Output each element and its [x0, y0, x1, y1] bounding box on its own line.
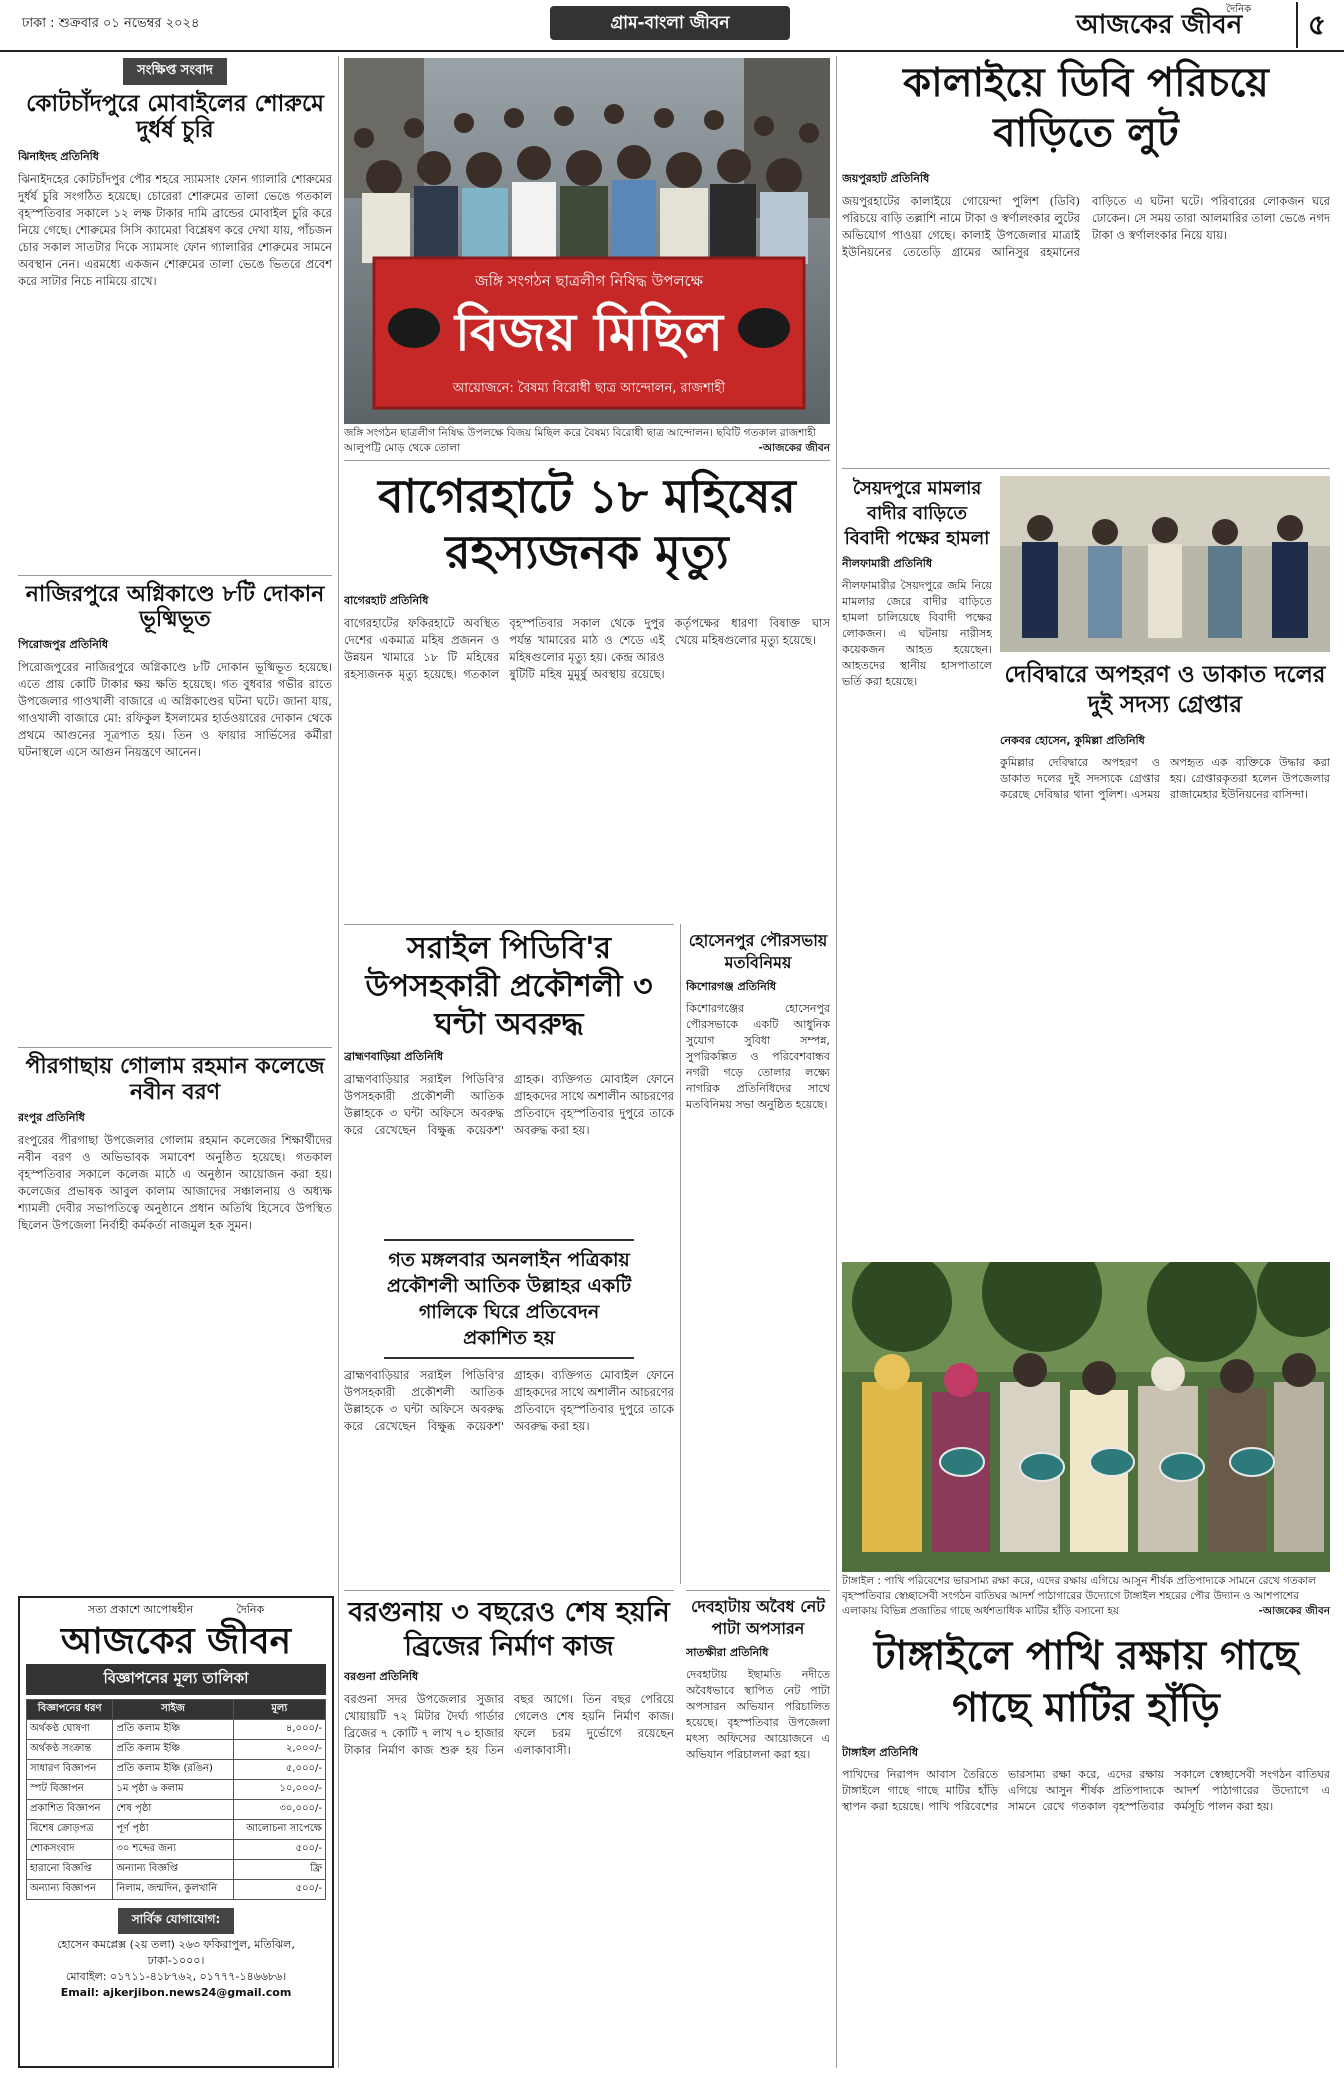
issue-date: ঢাকা : শুক্রবার ০১ নভেম্বর ২০২৪	[22, 16, 200, 31]
table-row: সাধারণ বিজ্ঞাপন প্রতি কলাম ইঞ্চি (রঙিন) ৫,০০০/-	[27, 1760, 326, 1780]
story-headline: নাজিরপুরে অগ্নিকাণ্ডে ৮টি দোকান ভূষ্মিভূত	[25, 581, 325, 633]
story-byline: কিশোরগঞ্জ প্রতিনিধি	[686, 980, 777, 993]
hossenpur-story	[686, 930, 830, 1580]
table-row: অর্থকণ্ঠ ঘোষণা প্রতি কলাম ইঞ্চি ৪,০০০/-	[27, 1720, 326, 1740]
story-byline: রংপুর প্রতিনিধি	[18, 1111, 85, 1125]
ad-price-table	[26, 1699, 326, 1900]
story-byline: জয়পুরহাট প্রতিনিধি	[842, 172, 930, 185]
ad-contact-title: সার্বিক যোগাযোগ:	[118, 1908, 235, 1934]
tangail-photo-image	[842, 1262, 1330, 1572]
photo-caption: জঙ্গি সংগঠন ছাত্রলীগ নিষিদ্ধ উপলক্ষে বিজয় মিছিল করে বৈষম্য বিরোধী ছাত্র আন্দোলন। ছবিটি গতকাল রাজশাহী আলুপট্টি মোড় থেকে তোলা	[344, 427, 816, 454]
story-body: কিশোরগঞ্জের হোসেনপুর পৌরসভাকে একটি আধুনিক সুযোগ সুবিধা সম্পন্ন, সুপরিকল্পিত ও পরিবেশবান্ধব নগরী গড়ে তোলার লক্ষ্যে নাগরিক প্রতিনিধিদের সাথে মতবিনিময় সভা অনুষ্ঠিত হয়েছে।	[686, 1002, 830, 1111]
ad-logo: আজকের জীবন	[60, 1621, 292, 1662]
section-tag: সংক্ষিপ্ত সংবাদ	[123, 58, 227, 85]
ad-slogan: সত্য প্রকাশে আপোষহীন	[87, 1603, 194, 1616]
story-body: জয়পুরহাটের কালাইয়ে গোয়েন্দা পুলিশ (ডিবি) পরিচয়ে বাড়ি তল্লাশি নামে টাকা ও স্বর্ণালংকার লুটের অভিযোগ পাওয়া গেছে। কালাই উপজেলার মাত্রাই ইউনিয়নের তেতেড়ি গ্রামের আনিসুর রহমানের বাড়িতে এ ঘটনা ঘটে। পরিবারের লোকজন ঘরে ঢোকেন। সে সময় তারা আলমারির তালা ভেঙে নগদ টাকা ও স্বর্ণালংকার নিয়ে যায়।	[842, 194, 1330, 259]
sarail-story	[344, 930, 674, 1510]
story-headline: পীরগাছায় গোলাম রহমান কলেজে নবীন বরণ	[25, 1054, 325, 1105]
tangail-headline: টাঙ্গাইলে পাখি রক্ষায় গাছে গাছে মাটির হাঁড়ি	[873, 1633, 1299, 1731]
table-row: বিশেষ ক্রোড়পত্র পূর্ণ পৃষ্ঠা আলোচনা সাপেক্ষে	[27, 1820, 326, 1840]
sarail-pullquote: গত মঙ্গলবার অনলাইন পত্রিকায় প্রকৌশলী আতিক উল্লাহর একটি গালিকে ঘিরে প্রতিবেদন প্রকাশিত হয়	[386, 1249, 632, 1349]
arrest-photo	[1000, 476, 1330, 652]
left-column	[18, 58, 332, 1588]
story-body: পাখিদের নিরাপদ আবাস তৈরিতে টাঙ্গাইলে গাছে গাছে মাটির হাঁড়ি স্থাপন করা হয়েছে। পাখি পরিবেশের ভারসাম্য রক্ষা করে, এদের রক্ষায় এগিয়ে আসুন শীর্ষক প্রতিপাদ্যকে সামনে রেখে গতকাল বৃহস্পতিবার সকালে স্বেচ্ছাসেবী সংগঠন বাতিঘর আদর্শ পাঠাগারের উদ্যোগে এ কর্মসূচি পালন করা হয়।	[842, 1768, 1330, 1813]
debhata-headline: দেবহাটায় অবৈধ নেট পাটা অপসারন	[691, 1597, 825, 1638]
story-byline: সাতক্ষীরা প্রতিনিধি	[686, 1646, 769, 1659]
table-row: অন্যান্য বিজ্ঞাপন নিলাম, জন্মদিন, কুলখানি ৫০০/-	[27, 1880, 326, 1900]
ad-email: Email: ajkerjibon.news24@gmail.com	[60, 1986, 292, 1999]
table-row: শোকসংবাদ ৩০ শব্দের জন্য ৫০০/-	[27, 1840, 326, 1860]
story-body: বাগেরহাটের ফকিরহাটে অবস্থিত দেশের একমাত্র মহিষ প্রজনন ও উন্নয়ন খামারে ১৮ টি মহিষের রহস্যজনক মৃত্যু হয়েছে। গতকাল বৃহস্পতিবার সকাল থেকে দুপুর পর্যন্ত খামারের মাঠ ও শেডে এই মহিষগুলোর মৃত্যু হয়। কেন্দ্র আরও ষুটিটি মহিষ মুমূর্ষু অবস্থায় রয়েছে। কর্তৃপক্ষের ধারণা বিষাক্ত ঘাস খেয়ে মহিষগুলোর মৃত্যু হয়েছে।	[344, 616, 830, 681]
photo-caption: টাঙ্গাইল : পাখি পরিবেশের ভারসাম্য রক্ষা করে, এদের রক্ষায় এগিয়ে আসুন শীর্ষক প্রতিপাদ্যকে সামনে রেখে গতকাল বৃহস্পতিবার স্বেচ্ছাসেবী সংগঠন বাতিঘর আদর্শ পাঠাগারের উদ্যোগে টাঙ্গাইল শহরের পৌর উদ্যান ও আশপাশের এলাকায় বিভিন্ন প্রজাতির গাছে অর্ধশতাধিক মাটির হাঁড়ি বসানো হয়	[842, 1575, 1316, 1617]
column-rule	[338, 56, 339, 2068]
photo-credit: -আজকের জীবন	[758, 442, 830, 454]
kalai-headline: কালাইয়ে ডিবি পরিচয়ে বাড়িতে লুট	[903, 60, 1269, 156]
bagerhat-headline: বাগেরহাটে ১৮ মহিষের রহস্যজনক মৃত্যু	[378, 469, 796, 579]
debidwar-story	[1000, 728, 1330, 1258]
banner-foot-text: আয়োজনে: বৈষম্য বিরোধী ছাত্র আন্দোলন, রাজশাহী	[452, 381, 726, 396]
story-byline: ব্রাহ্মণবাড়িয়া প্রতিনিধি	[344, 1050, 444, 1063]
sarail-headline: সরাইল পিডিবি'র উপসহকারী প্রকৌশলী ৩ ঘন্টা অবরুদ্ধ	[365, 931, 653, 1042]
tangail-photo	[842, 1262, 1330, 1572]
ad-rate-card	[18, 1596, 334, 2068]
masthead-daily: দৈনিক	[1226, 4, 1252, 15]
saidpur-headline: সৈয়দপুরে মামলার বাদীর বাড়িতে বিবাদী পক্ষের হামলা	[844, 478, 990, 549]
table-row: হারানো বিজ্ঞপ্তি অন্যান্য বিজ্ঞপ্তি ফ্রি	[27, 1860, 326, 1880]
story-byline: ঝিনাইদহ প্রতিনিধি	[18, 149, 99, 163]
page-header	[0, 0, 1344, 52]
bagerhat-story	[344, 588, 830, 918]
debidwar-headline: দেবিদ্বারে অপহরণ ও ডাকাত দলের দুই সদস্য গ্রেপ্তার	[1004, 662, 1326, 718]
masthead-logo: আজকের জীবন	[1076, 10, 1243, 40]
rally-photo	[344, 58, 830, 424]
banner-big-text: বিজয় মিছিল	[455, 303, 723, 363]
story-byline: নেকবর হোসেন, কুমিল্লা প্রতিনিধি	[1000, 734, 1145, 747]
story-body: কুমিল্লার দেবিদ্বারে অপহরণ ও ডাকাত দলের দুই সদস্যকে গ্রেপ্তার করেছে দেবিদ্বার থানা পুলিশ। এসময় অপহৃত এক ব্যক্তিকে উদ্ধার করা হয়। গ্রেপ্তারকৃতরা হলেন উপজেলার রাজামেহার ইউনিয়নের বাসিন্দা।	[1000, 756, 1330, 801]
story-body: রংপুরের পীরগাছা উপজেলার গোলাম রহমান কলেজের শিক্ষার্থীদের নবীন বরণ ও অভিভাবক সমাবেশ অনুষ্ঠিত হয়েছে। গতকাল বৃহস্পতিবার সকালে কলেজ মাঠে এ অনুষ্ঠান আয়োজন করা হয়। কলেজের প্রভাষক আবুল কালাম আজাদের সঞ্চালনায় ও অধ্যক্ষ শ্যামলী দেবীর সভাপতিত্বে অনুষ্ঠানে প্রধান অতিথি হিসেবে উপস্থিত ছিলেন উপজেলা নির্বাহী কর্মকর্তা নাজমুল হক সুমন।	[18, 1133, 332, 1233]
column-rule	[836, 56, 837, 2068]
story-headline: কোটচাঁদপুরে মোবাইলের শোরুমে দুর্ধর্ষ চুরি	[26, 91, 324, 144]
rally-photo-image	[344, 58, 830, 424]
page-number: ৫	[1296, 2, 1336, 48]
story-body: নীলফামারীর সৈয়দপুরে জমি নিয়ে মামলার জেরে বাদীর বাড়িতে হামলা চালিয়েছে বিবাদী পক্ষের লোকজন। এ ঘটনায় নারীসহ কয়েকজন আহত হয়েছেন। আহতদের স্থানীয় হাসপাতালে ভর্তি করা হয়েছে।	[842, 579, 992, 688]
banner-small-text: জঙ্গি সংগঠন ছাত্রলীগ নিষিদ্ধ উপলক্ষে	[475, 272, 703, 290]
photo-credit: -আজকের জীবন	[1258, 1605, 1330, 1617]
table-row: প্রকাশিত বিজ্ঞাপন শেষ পৃষ্ঠা ৩০,০০০/-	[27, 1800, 326, 1820]
story-body: বরগুনা সদর উপজেলার সুজার খোয়ায়টি ৭২ মিটার দৈর্ঘ্য গার্ডার ব্রিজের ৭ কোটি ৭ লাখ ৭০ হাজার টাকার নির্মাণ কাজ শুরু হয় তিন বছর আগে। তিন বছর পেরিয়ে গেলেও শেষ হয়নি নির্মাণ কাজ। ফলে চরম দুর্ভোগে রয়েছেন এলাকাবাসী।	[344, 1692, 674, 1757]
ad-col-size: সাইজ	[113, 1700, 233, 1720]
story-byline: বাগেরহাট প্রতিনিধি	[344, 594, 429, 607]
story-body: দেবহাটায় ইছামতি নদীতে অবৈধভাবে স্থাপিত নেট পাটা অপসারন অভিযান পরিচালিত হয়েছে। বৃহস্পতিবার উপজেলা মৎস্য অফিসের আয়োজনে এ অভিযান পরিচালনা করা হয়।	[686, 1668, 830, 1761]
table-row: স্পট বিজ্ঞাপন ১ম পৃষ্ঠা ৬ কলাম ১০,০০০/-	[27, 1780, 326, 1800]
hossenpur-headline: হোসেনপুর পৌরসভায় মতবিনিময়	[688, 931, 828, 972]
section-title: গ্রাম-বাংলা জীবন	[550, 6, 790, 40]
kalai-story	[842, 166, 1330, 462]
ad-daily: দৈনিক	[236, 1603, 265, 1616]
arrest-photo-image	[1000, 476, 1330, 652]
ad-subtitle: বিজ্ঞাপনের মূল্য তালিকা	[26, 1664, 326, 1695]
story-byline: নীলফামারী প্রতিনিধি	[842, 557, 933, 570]
debhata-story	[686, 1596, 830, 2068]
story-body: ব্রাহ্মণবাড়িয়ার সরাইল পিডিবি'র উপসহকারী প্রকৌশলী আতিক উল্লাহকে ৩ ঘন্টা অফিসে অবরুদ্ধ করে রেখেছেন বিক্ষুব্ধ কয়েকশ' গ্রাহক। ব্যক্তিগত মোবাইল ফোনে গ্রাহকদের সাথে অশালীন আচরণের প্রতিবাদে বৃহস্পতিবার দুপুরে তাকে অবরুদ্ধ করা হয়।	[344, 1368, 674, 1433]
barguna-story	[344, 1596, 674, 2068]
story-byline: টাঙ্গাইল প্রতিনিধি	[842, 1746, 919, 1759]
story-byline: বরগুনা প্রতিনিধি	[344, 1670, 419, 1683]
story-byline: পিরোজপুর প্রতিনিধি	[18, 638, 109, 652]
ad-phone: মোবাইল: ০১৭১১-৪১৮৭৬২, ০১৭৭৭-১৪৬৬৮৬।	[65, 1970, 287, 1983]
tangail-story	[842, 1740, 1330, 2068]
ad-col-price: মূল্য	[233, 1700, 325, 1720]
ad-col-type: বিজ্ঞাপনের ধরণ	[27, 1700, 113, 1720]
story-body: ব্রাহ্মণবাড়িয়ার সরাইল পিডিবি'র উপসহকারী প্রকৌশলী আতিক উল্লাহকে ৩ ঘন্টা অফিসে অবরুদ্ধ করে রেখেছেন বিক্ষুব্ধ কয়েকশ' গ্রাহক। ব্যক্তিগত মোবাইল ফোনে গ্রাহকদের সাথে অশালীন আচরণের প্রতিবাদে বৃহস্পতিবার দুপুরে তাকে অবরুদ্ধ করা হয়।	[344, 1072, 674, 1137]
ad-address: হোসেন কমপ্লেক্স (২য় তলা) ২৬৩ ফকিরাপুল, মতিঝিল, ঢাকা-১০০০।	[57, 1938, 295, 1967]
barguna-headline: বরগুনায় ৩ বছরেও শেষ হয়নি ব্রিজের নির্মাণ কাজ	[348, 1597, 670, 1662]
table-row: অর্থকণ্ঠ সংক্রান্ত প্রতি কলাম ইঞ্চি ২,০০০/-	[27, 1740, 326, 1760]
story-body: পিরোজপুরের নাজিরপুরে অগ্নিকাণ্ডে ৮টি দোকান ভূষ্মিভূত হয়েছে। এতে প্রায় কোটি টাকার ক্ষয় ক্ষতি হয়েছে। গত বুধবার গভীর রাতে উপজেলার গাওখালী বাজারে এ অগ্নিকাণ্ডের ঘটনা ঘটে। জানা যায়, গাওখালী বাজারে মো: রফিকুল ইসলামের হার্ডওয়ারের দোকান থেকে প্রথমে আগুনের সূত্রপাত হয়। তিন ও ফায়ার সার্ভিসের কর্মীরা ঘটনাস্থলে এসে আগুন নিয়ন্ত্রণে আনেন।	[18, 660, 332, 760]
story-body: ঝিনাইদহের কোটচাঁদপুর পৌর শহরে স্যামসাং ফোন গ্যালারি শোরুমের দুর্ধর্ষ চুরি সংগঠিত হয়েছে। চোরেরা শোরুমের তালা ভেঙে গতকাল বৃহস্পতিবার সকালে ১২ লক্ষ টাকার দামি ব্রান্ডের মোবাইল চুরি করে নিয়ে গেছে। শোরুমের সিসি ক্যামেরা বিশ্লেষণ করে দেখা যায়, পাঁচজন চোর সকাল সাতটার দিকে স্যামসাং ফোন গ্যালারির শোরুমের সামনে অবস্থান নেন। এরমধ্যে একজন শোরুমের তালা ভেঙে ভিতরে প্রবেশ করে সাটার নিচে নামিয়ে রাখে।	[18, 171, 332, 288]
